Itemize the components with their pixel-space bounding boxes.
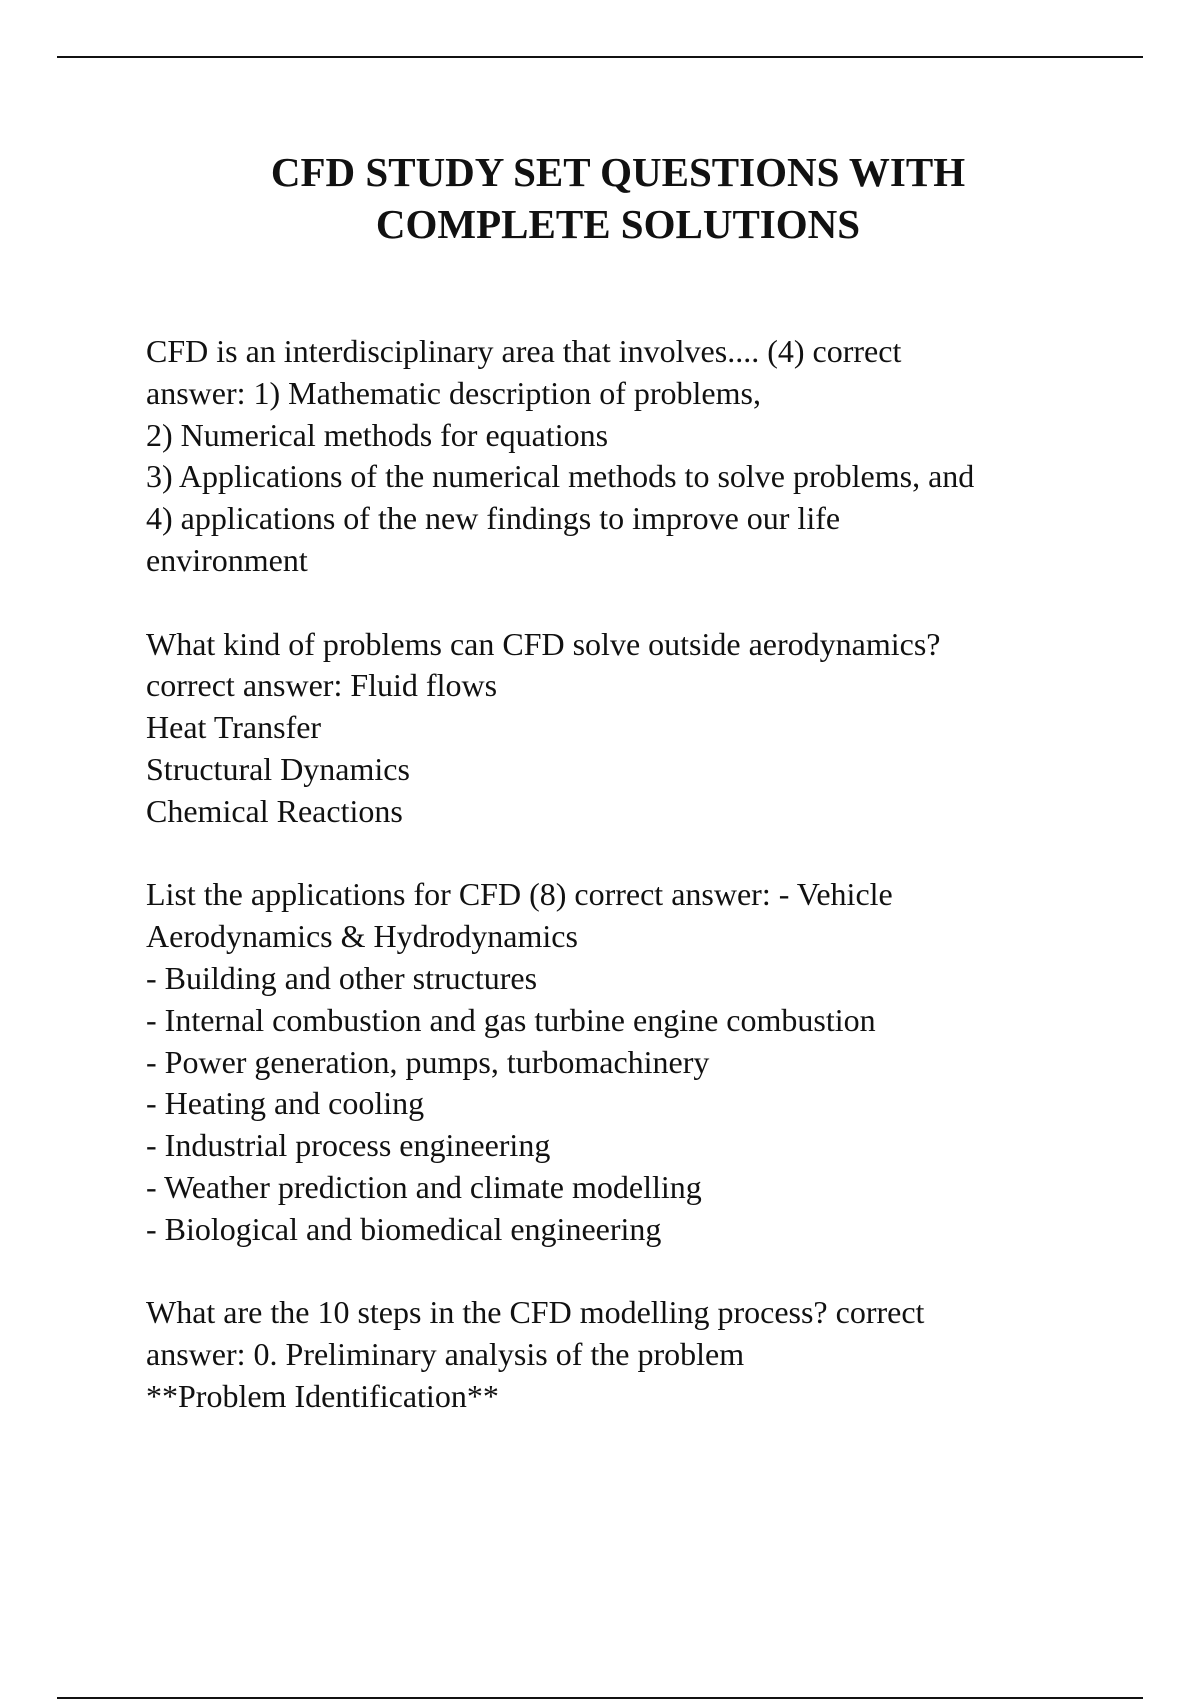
text-line: - Biological and biomedical engineering: [146, 1210, 662, 1247]
text-line: Chemical Reactions: [146, 792, 403, 829]
qa-block-1: [146, 331, 1146, 582]
text-line: - Power generation, pumps, turbomachinery: [146, 1043, 710, 1080]
text-line: - Heating and cooling: [146, 1085, 425, 1122]
text-line: List the applications for CFD (8) correct answer: - Vehicle: [146, 876, 893, 913]
bottom-rule: [57, 1697, 1143, 1699]
text-line: 4) applications of the new findings to improve our life: [146, 500, 841, 537]
text-line: Heat Transfer: [146, 709, 322, 746]
text-line: - Internal combustion and gas turbine engine combustion: [146, 1001, 876, 1038]
qa-block-3: [146, 874, 1146, 1250]
page-title: [0, 146, 1200, 250]
text-line: - Weather prediction and climate modelling: [146, 1168, 702, 1205]
text-line: 2) Numerical methods for equations: [146, 416, 609, 453]
text-line: What are the 10 steps in the CFD modelling process? correct: [146, 1294, 925, 1331]
text-line: - Industrial process engineering: [146, 1127, 551, 1164]
text-line: answer: 1) Mathematic description of problems,: [146, 374, 761, 411]
text-line: CFD is an interdisciplinary area that involves.... (4) correct: [146, 333, 902, 369]
text-line: correct answer: Fluid flows: [146, 667, 498, 704]
title-line-1: CFD STUDY SET QUESTIONS WITH: [270, 149, 966, 195]
text-line: Aerodynamics & Hydrodynamics: [146, 918, 578, 955]
text-line: answer: 0. Preliminary analysis of the problem: [146, 1336, 745, 1373]
text-line: environment: [146, 541, 308, 578]
document-body: [146, 331, 1146, 1460]
text-line: - Building and other structures: [146, 959, 538, 996]
qa-block-2: [146, 624, 1146, 833]
qa-block-4: [146, 1292, 1146, 1417]
text-line: 3) Applications of the numerical methods to solve problems, and: [146, 458, 975, 495]
text-line: Structural Dynamics: [146, 750, 410, 787]
text-line: What kind of problems can CFD solve outside aerodynamics?: [146, 625, 941, 662]
top-rule: [57, 56, 1143, 58]
title-line-2: COMPLETE SOLUTIONS: [375, 201, 861, 247]
text-line: **Problem Identification**: [146, 1377, 499, 1414]
